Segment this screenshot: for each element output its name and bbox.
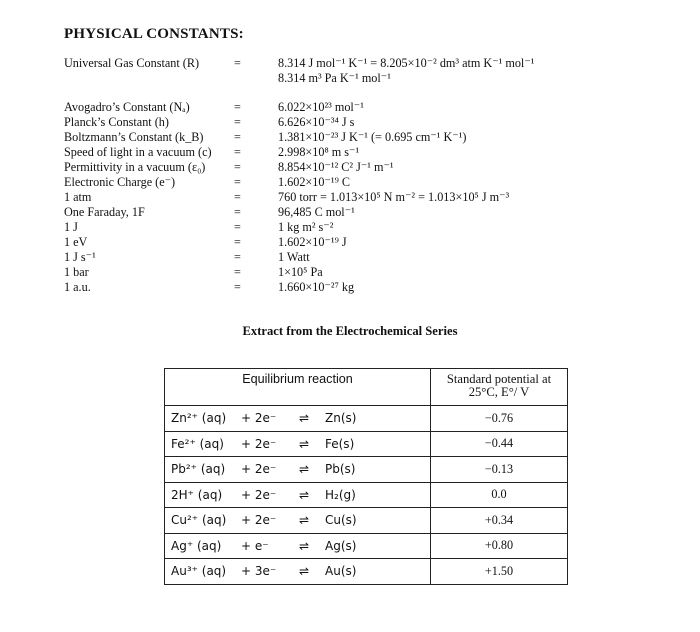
potential-cell: −0.76 [431,406,568,432]
header-equilibrium-reaction: Equilibrium reaction [165,369,431,406]
constant-row [64,190,624,205]
reaction-cell [165,406,431,432]
product: Cu(s) [325,513,357,528]
reaction-cell [165,559,431,585]
constant-value: 8.314 J mol⁻¹ K⁻¹ = 8.205×10⁻² dm³ atm K⁻¹ mol⁻¹ [278,56,535,70]
equals-sign: = [234,250,241,264]
header-standard-potential [431,369,568,406]
constant-value: 1.602×10⁻¹⁹ C [278,175,350,189]
constant-value: 8.314 m³ Pa K⁻¹ mol⁻¹ [278,71,391,85]
reaction-cell [165,482,431,508]
constant-label: 1 a.u. [64,280,91,294]
equals-sign: = [234,56,241,70]
constant-row [64,71,624,86]
constant-value: 1 kg m² s⁻² [278,220,334,234]
electrons: + e⁻ [241,538,269,553]
equals-sign: = [234,265,241,279]
constant-value: 1×10⁵ Pa [278,265,323,279]
table-row [165,508,568,534]
equilibrium-arrow-icon: ⇌ [299,487,310,502]
product: Fe(s) [325,436,355,451]
constant-label: 1 J [64,220,78,234]
constants-list [64,56,624,295]
electrons: + 2e⁻ [241,487,277,502]
potential-cell: 0.0 [431,482,568,508]
constant-row [64,265,624,280]
constant-label: Speed of light in a vacuum (c) [64,145,212,159]
table-row [165,406,568,432]
reaction-cell [165,533,431,559]
product: Pb(s) [325,462,356,477]
constant-row [64,130,624,145]
equilibrium-arrow-icon: ⇌ [299,462,310,477]
equilibrium-arrow-icon: ⇌ [299,538,310,553]
header-line: 25°C, E°/ V [468,385,530,399]
equilibrium-arrow-icon: ⇌ [299,411,310,426]
electrons: + 2e⁻ [241,436,277,451]
constant-label: Electronic Charge (e⁻) [64,175,176,189]
constant-label: 1 bar [64,265,89,279]
header-line: Standard potential at [446,372,552,386]
equals-sign: = [234,160,241,174]
product: Zn(s) [325,411,357,426]
reactant: Pb²⁺ (aq) [171,462,226,477]
constant-row [64,205,624,220]
constant-row [64,160,624,175]
constant-label: One Faraday, 1F [64,205,145,219]
constant-row [64,56,624,71]
equals-sign: = [234,205,241,219]
electrons: + 2e⁻ [241,513,277,528]
equals-sign: = [234,235,241,249]
constant-value: 1 Watt [278,250,310,264]
constant-row [64,235,624,250]
constant-row [64,175,624,190]
constant-row [64,145,624,160]
potential-cell: −0.44 [431,431,568,457]
table-row [165,482,568,508]
product: Au(s) [325,564,357,579]
constant-label: Planck’s Constant (h) [64,115,169,129]
equilibrium-arrow-icon: ⇌ [299,564,310,579]
constant-value: 96,485 C mol⁻¹ [278,205,355,219]
reactant: 2H⁺ (aq) [171,487,223,502]
constant-value: 1.381×10⁻²³ J K⁻¹ (= 0.695 cm⁻¹ K⁻¹) [278,130,467,144]
reactant: Ag⁺ (aq) [171,538,222,553]
equilibrium-arrow-icon: ⇌ [299,436,310,451]
equals-sign: = [234,280,241,294]
constant-row [64,115,624,130]
equals-sign: = [234,145,241,159]
constant-label: 1 atm [64,190,92,204]
constant-label: 1 eV [64,235,88,249]
table-row [165,431,568,457]
constant-value: 6.626×10⁻³⁴ J s [278,115,355,129]
equals-sign: = [234,175,241,189]
constant-value: 1.660×10⁻²⁷ kg [278,280,355,294]
potential-cell: +0.80 [431,533,568,559]
equals-sign: = [234,115,241,129]
potential-cell: +0.34 [431,508,568,534]
reaction-cell [165,508,431,534]
constant-row [64,280,624,295]
product: Ag(s) [325,538,357,553]
table-row [165,533,568,559]
reactant: Fe²⁺ (aq) [171,436,224,451]
constant-label: Permittivity in a vacuum (ε₀) [64,160,206,174]
potential-cell: −0.13 [431,457,568,483]
product: H₂(g) [325,487,356,502]
constant-value: 2.998×10⁸ m s⁻¹ [278,145,360,159]
table-row [165,559,568,585]
electrons: + 2e⁻ [241,411,277,426]
potential-cell: +1.50 [431,559,568,585]
constant-row [64,220,624,235]
constant-value: 8.854×10⁻¹² C² J⁻¹ m⁻¹ [278,160,394,174]
constant-value: 760 torr = 1.013×10⁵ N m⁻² = 1.013×10⁵ J m⁻³ [278,190,510,204]
constant-row [64,250,624,265]
reactant: Zn²⁺ (aq) [171,411,227,426]
electrons: + 3e⁻ [241,564,277,579]
page-heading: PHYSICAL CONSTANTS: [64,26,244,42]
reactant: Cu²⁺ (aq) [171,513,227,528]
equals-sign: = [234,220,241,234]
equals-sign: = [234,190,241,204]
reactant: Au³⁺ (aq) [171,564,227,579]
table-title: Extract from the Electrochemical Series [242,324,458,338]
constant-row [64,100,624,115]
equals-sign: = [234,100,241,114]
electrochemical-series-table [164,368,568,585]
constant-value: 6.022×10²³ mol⁻¹ [278,100,364,114]
electrons: + 2e⁻ [241,462,277,477]
reaction-cell [165,431,431,457]
constant-value: 1.602×10⁻¹⁹ J [278,235,347,249]
reaction-cell [165,457,431,483]
constant-label: Universal Gas Constant (R) [64,56,200,70]
equals-sign: = [234,130,241,144]
equilibrium-arrow-icon: ⇌ [299,513,310,528]
table-header-row [165,369,568,406]
constant-label: Boltzmann’s Constant (k_B) [64,130,204,144]
constant-label: Avogadro’s Constant (Nₐ) [64,100,190,114]
constant-label: 1 J s⁻¹ [64,250,96,264]
table-row [165,457,568,483]
